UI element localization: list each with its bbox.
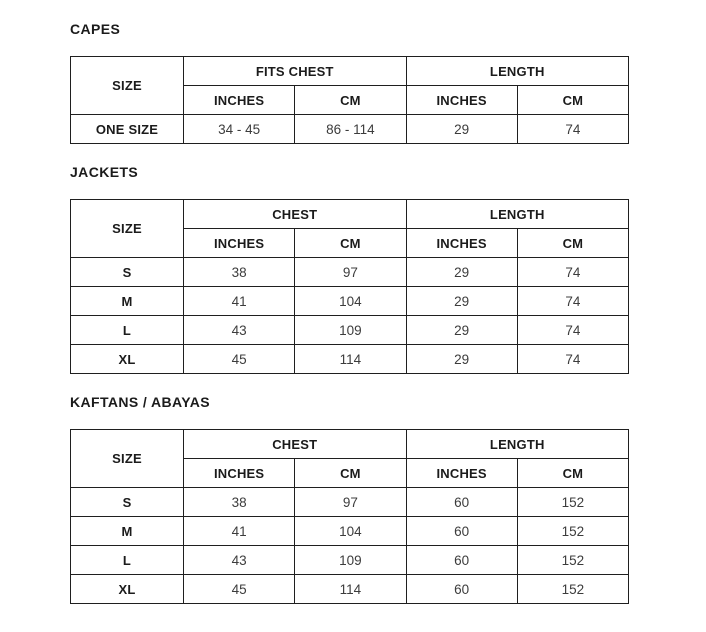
size-cell: M	[71, 517, 184, 546]
value-cell: 152	[517, 488, 628, 517]
sub-header-cm: CM	[517, 229, 628, 258]
size-column-header: SIZE	[71, 200, 184, 258]
size-cell: L	[71, 316, 184, 345]
value-cell: 74	[517, 287, 628, 316]
table-row	[71, 517, 629, 546]
value-cell: 152	[517, 575, 628, 604]
size-cell: XL	[71, 575, 184, 604]
value-cell: 60	[406, 517, 517, 546]
sub-header-inches: INCHES	[184, 459, 295, 488]
table-group-header-row	[71, 430, 629, 459]
value-cell: 29	[406, 258, 517, 287]
value-cell: 109	[295, 316, 406, 345]
value-cell: 152	[517, 517, 628, 546]
group-header-length: LENGTH	[406, 57, 629, 86]
size-cell: L	[71, 546, 184, 575]
sub-header-inches: INCHES	[406, 459, 517, 488]
group-header-chest: CHEST	[184, 430, 407, 459]
value-cell: 29	[406, 345, 517, 374]
section-kaftans-abayas	[70, 395, 629, 604]
value-cell: 29	[406, 115, 517, 144]
section-title: CAPES	[70, 21, 121, 37]
value-cell: 43	[184, 546, 295, 575]
value-cell: 86 - 114	[295, 115, 406, 144]
value-cell: 114	[295, 575, 406, 604]
table-row	[71, 575, 629, 604]
size-cell: ONE SIZE	[71, 115, 184, 144]
group-header-chest: CHEST	[184, 200, 407, 229]
value-cell: 60	[406, 488, 517, 517]
table-row	[71, 258, 629, 287]
capes-size-table	[70, 56, 629, 144]
table-row	[71, 345, 629, 374]
value-cell: 152	[517, 546, 628, 575]
value-cell: 109	[295, 546, 406, 575]
sub-header-cm: CM	[295, 229, 406, 258]
value-cell: 97	[295, 258, 406, 287]
sub-header-inches: INCHES	[184, 229, 295, 258]
table-row	[71, 115, 629, 144]
value-cell: 38	[184, 258, 295, 287]
size-cell: XL	[71, 345, 184, 374]
table-row	[71, 488, 629, 517]
value-cell: 104	[295, 517, 406, 546]
group-header-fits-chest: FITS CHEST	[184, 57, 407, 86]
jackets-size-table	[70, 199, 629, 374]
value-cell: 60	[406, 575, 517, 604]
table-group-header-row	[71, 57, 629, 86]
group-header-length: LENGTH	[406, 430, 629, 459]
value-cell: 43	[184, 316, 295, 345]
value-cell: 41	[184, 287, 295, 316]
value-cell: 29	[406, 316, 517, 345]
size-cell: S	[71, 258, 184, 287]
value-cell: 45	[184, 575, 295, 604]
value-cell: 74	[517, 316, 628, 345]
section-title: JACKETS	[70, 164, 139, 180]
size-column-header: SIZE	[71, 430, 184, 488]
sub-header-cm: CM	[295, 459, 406, 488]
table-row	[71, 546, 629, 575]
value-cell: 34 - 45	[184, 115, 295, 144]
sub-header-inches: INCHES	[184, 86, 295, 115]
value-cell: 41	[184, 517, 295, 546]
value-cell: 38	[184, 488, 295, 517]
table-group-header-row	[71, 200, 629, 229]
section-capes	[70, 22, 629, 144]
size-cell: M	[71, 287, 184, 316]
size-cell: S	[71, 488, 184, 517]
value-cell: 97	[295, 488, 406, 517]
section-jackets	[70, 165, 629, 374]
value-cell: 74	[517, 258, 628, 287]
value-cell: 114	[295, 345, 406, 374]
table-row	[71, 316, 629, 345]
kaftans-abayas-size-table	[70, 429, 629, 604]
sub-header-cm: CM	[517, 459, 628, 488]
value-cell: 45	[184, 345, 295, 374]
value-cell: 104	[295, 287, 406, 316]
value-cell: 29	[406, 287, 517, 316]
value-cell: 60	[406, 546, 517, 575]
sub-header-cm: CM	[295, 86, 406, 115]
group-header-length: LENGTH	[406, 200, 629, 229]
value-cell: 74	[517, 115, 628, 144]
sub-header-inches: INCHES	[406, 86, 517, 115]
table-row	[71, 287, 629, 316]
sub-header-inches: INCHES	[406, 229, 517, 258]
section-title: KAFTANS / ABAYAS	[70, 394, 210, 410]
value-cell: 74	[517, 345, 628, 374]
size-column-header: SIZE	[71, 57, 184, 115]
sub-header-cm: CM	[517, 86, 628, 115]
